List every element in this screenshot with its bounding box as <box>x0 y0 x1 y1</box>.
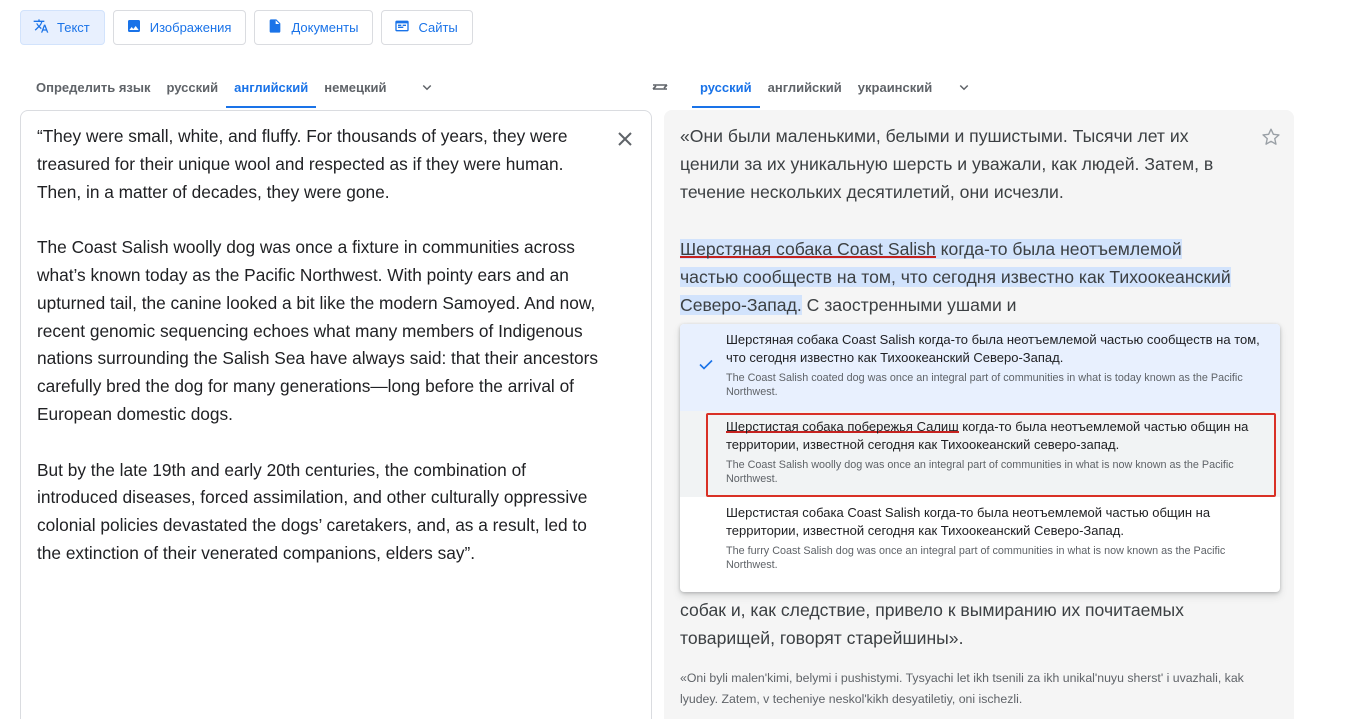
alternative-back-translation: The Coast Salish coated dog was once an integral part of communities in what is today known as the Pacific Northwest. <box>726 372 1243 398</box>
source-text-area[interactable] <box>20 110 652 719</box>
star-icon <box>1260 126 1282 148</box>
mode-tabs <box>20 10 473 45</box>
save-translation-button[interactable] <box>1260 126 1282 148</box>
chevron-down-icon <box>418 78 436 96</box>
selected-phrase[interactable]: Шерстяная собака Coast Salish <box>680 238 936 259</box>
translation-paragraph: собак и, как следствие, привело к вымиранию их почитаемых товарищей, говорят старейшины». <box>680 600 1184 649</box>
alternative-back-translation: The Coast Salish woolly dog was once an integral part of communities in what is now known as the Pacific Northwest. <box>726 459 1234 485</box>
website-icon <box>394 18 410 37</box>
target-language-bar <box>692 66 984 108</box>
source-lang-german[interactable]: немецкий <box>324 79 387 95</box>
source-language-bar <box>28 66 447 108</box>
tab-images-label: Изображения <box>149 20 232 35</box>
target-lang-english[interactable]: английский <box>767 79 842 95</box>
chevron-down-icon <box>955 78 973 96</box>
source-paragraph: But by the late 19th and early 20th centuries, the combination of introduced diseases, forced assimilation, and other culturally oppressive colonial policies devastated the dogs’ caretakers, and, as a result, led to the extinction of their venerated companions, elders say”. <box>37 459 588 563</box>
source-lang-more-button[interactable] <box>407 66 447 108</box>
translate-icon <box>33 18 49 37</box>
alternative-phrase: Шерстистая собака побережья Салиш <box>726 419 959 434</box>
source-lang-english[interactable]: английский <box>226 66 316 108</box>
target-lang-russian[interactable]: русский <box>692 66 760 108</box>
tab-documents-label: Документы <box>291 20 359 35</box>
translation-paragraph: «Они были маленькими, белыми и пушистыми. Тысячи лет их ценили за их уникальную шерсть и уважали, как людей. Затем, в течение нескольких десятилетий, они исчезли. <box>680 126 1214 203</box>
source-lang-detect[interactable]: Определить язык <box>36 79 151 95</box>
translation-text <box>680 122 1240 319</box>
target-lang-more-button[interactable] <box>944 66 984 108</box>
source-paragraph: “They were small, white, and fluffy. For thousands of years, they were treasured for their unique wool and respected as if they were human. Then, in a matter of decades, they were gone. <box>37 126 568 202</box>
swap-languages-button[interactable] <box>646 76 674 98</box>
alternative-text: Шерстистая собака Coast Salish когда-то была неотъемлемой частью общин на территории, известной сегодня как Тихоокеанский Северо-Запад. <box>726 505 1211 538</box>
tab-images[interactable] <box>113 10 247 45</box>
alternative-back-translation: The furry Coast Salish dog was once an integral part of communities in what is now known as the Pacific Northwest. <box>726 545 1226 571</box>
tab-documents[interactable] <box>254 10 373 45</box>
alternative-option[interactable] <box>680 411 1280 497</box>
clear-source-button[interactable] <box>613 127 637 151</box>
swap-icon <box>649 79 671 95</box>
source-paragraph: The Coast Salish woolly dog was once a fixture in communities across what’s known today as the Pacific Northwest. With pointy ears and an upturned tail, the canine looked a bit like the modern Samoyed. And now, recent genomic sequencing echoes what many members of Indigenous nations surrounding the Salish Sea have always said: that their ancestors carefully bred the dog for many generations—long before the arrival of European domestic dogs. <box>37 237 599 424</box>
tab-websites[interactable] <box>381 10 472 45</box>
transliteration-text: «Oni byli malen'kimi, belymi i pushistymi. Tysyachi let ikh tsenili za ikh unikal'nuyu sherst' i uvazhali, kak lyudey. Zatem, v techeniye neskol'kikh desyatiletiy, oni ischezli. <box>680 671 1244 706</box>
alternative-text-rest: когда-то была неотъемлемой частью общин на территории, известной сегодня как Тихоокеанский северо-запад. <box>726 419 1249 452</box>
alternative-text: Шерстяная собака Coast Salish когда-то была неотъемлемой частью сообществ на том, что сегодня известно как Тихоокеанский Северо-Запад. <box>726 332 1260 365</box>
tab-text[interactable] <box>20 10 105 45</box>
alternative-option[interactable] <box>680 324 1280 411</box>
tab-text-label: Текст <box>57 20 90 35</box>
close-icon <box>617 131 633 147</box>
alternative-option[interactable] <box>680 497 1280 592</box>
translation-paragraph-selected <box>680 235 1240 320</box>
image-icon <box>126 18 142 37</box>
source-text[interactable] <box>37 123 603 596</box>
document-icon <box>267 18 283 37</box>
translation-continuation: С заостренными ушами и <box>801 295 1017 316</box>
check-icon <box>698 356 714 372</box>
alternative-translations-menu <box>680 324 1280 592</box>
selected-sentence-rest: когда-то была неотъемлемой частью сообществ на том, что сегодня известно как Тихоокеанский Северо-Запад. <box>680 238 1231 316</box>
translation-output <box>664 110 1294 719</box>
target-lang-ukrainian[interactable]: украинский <box>857 79 933 95</box>
source-lang-russian[interactable]: русский <box>166 79 219 95</box>
alternative-text <box>726 418 1266 453</box>
tab-websites-label: Сайты <box>418 20 458 35</box>
